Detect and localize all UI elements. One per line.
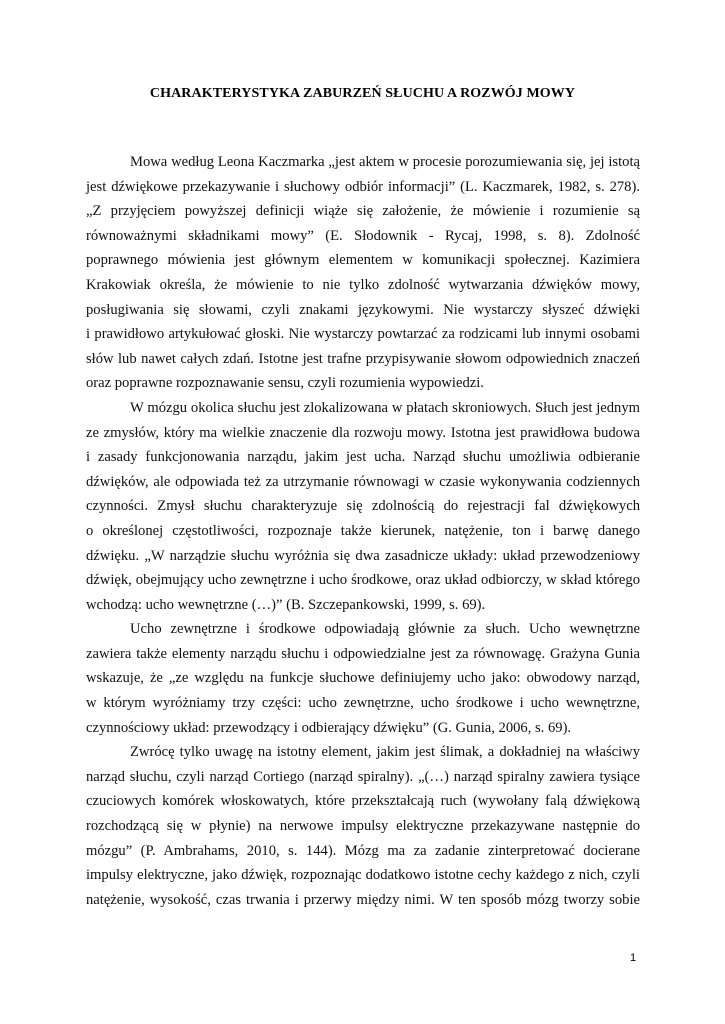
text-line: w którym wyróżniamy trzy części: ucho zewnętrzne, ucho środkowe i ucho wewnętrzne, xyxy=(86,695,640,712)
text-line: czynnościowy układ: przewodzący i odbierający dźwięku” (G. Gunia, 2006, s. 69). xyxy=(86,719,572,736)
text-line: Ucho zewnętrzne i środkowe odpowiadają głównie za słuch. Ucho wewnętrzne xyxy=(130,621,640,638)
text-line: impulsy elektryczne, jako dźwięk, rozpoznając dodatkowo istotne cechy każdego z nich, czyli xyxy=(86,867,640,884)
text-line: o określonej częstotliwości, rozpoznaje także kierunek, natężenie, ton i barwę danego xyxy=(86,522,640,539)
paragraph xyxy=(86,150,640,396)
text-line: wskazuje, że „ze względu na funkcje słuchowe definiujemy ucho jako: obwodowy narząd, xyxy=(86,670,640,687)
text-line: dźwięku. „W narządzie słuchu wyróżnia się dwa zasadnicze układy: układ przewodzeniowy xyxy=(86,547,640,564)
paragraph xyxy=(86,396,640,617)
text-line: Zwrócę tylko uwagę na istotny element, jakim jest ślimak, a dokładniej na właściwy xyxy=(130,744,640,761)
text-line: dźwięk, obejmujący ucho zewnętrzne i ucho środkowe, oraz układ odbiorczy, w skład którego xyxy=(86,572,640,589)
text-line: jest dźwiękowe przekazywanie i słuchowy odbiór informacji” (L. Kaczmarek, 1982, s. 278). xyxy=(86,178,640,195)
text-line: czynności. Zmysł słuchu charakteryzuje się zdolnością do rejestracji fal dźwiękowych xyxy=(86,498,640,515)
text-line: słów lub nawet całych zdań. Istotne jest trafne przypisywanie słowom odpowiednich znaczeń xyxy=(86,350,640,367)
text-line: poprawnego mówienia jest głównym elementem w komunikacji społecznej. Kazimiera xyxy=(86,252,640,269)
text-line: rozchodzącą się w płynie) na nerwowe impulsy elektryczne przekazywane następnie do xyxy=(86,818,640,835)
text-line: oraz poprawne rozpoznawanie sensu, czyli rozumienia wypowiedzi. xyxy=(86,375,484,392)
text-line: dźwięków, ale odpowiada też za utrzymanie równowagi w czasie wykonywania codziennych xyxy=(86,473,640,490)
text-line: natężenie, wysokość, czas trwania i przerwy między nimi. W ten sposób mózg tworzy sobie xyxy=(86,891,640,908)
text-line: Mowa według Leona Kaczmarka „jest aktem w procesie porozumiewania się, jej istotą xyxy=(130,154,640,170)
text-line: i zasady funkcjonowania narządu, jakim jest ucha. Narząd słuchu umożliwia odbieranie xyxy=(86,449,640,466)
document-title: CHARAKTERYSTYKA ZABURZEŃ SŁUCHU A ROZWÓJ MOWY xyxy=(149,86,576,101)
text-line: zawiera także elementy narządu słuchu i odpowiedzialne jest za równowagę. Grażyna Gunia xyxy=(86,645,640,662)
paragraph xyxy=(86,740,640,912)
text-line: posługiwania się słowami, czyli znakami językowymi. Nie wystarczy słyszeć dźwięki xyxy=(86,301,640,318)
text-line: ze zmysłów, który ma wielkie znaczenie dla rozwoju mowy. Istotna jest prawidłowa budowa xyxy=(86,424,640,441)
text-line: „Z przyjęciem powyższej definicji wiąże się założenie, że mówienie i rozumienie są xyxy=(86,203,640,220)
text-line: W mózgu okolica słuchu jest zlokalizowana w płatach skroniowych. Słuch jest jednym xyxy=(130,399,640,416)
text-line: mózgu” (P. Ambrahams, 2010, s. 144). Mózg ma za zadanie zinterpretować docierane xyxy=(86,842,640,859)
document-body xyxy=(86,150,640,912)
text-line: i prawidłowo artykułować głoski. Nie wystarczy powtarzać za rodzicami lub innymi osobami xyxy=(86,326,640,343)
page-number: 1 xyxy=(630,952,637,964)
text-line: Krakowiak określa, że mówienie to nie tylko zdolność wytwarzania dźwięków mowy, xyxy=(86,276,640,293)
paragraph xyxy=(86,617,640,740)
text-line: wchodzą: ucho wewnętrzne (…)” (B. Szczepankowski, 1999, s. 69). xyxy=(86,596,486,613)
text-line: narząd słuchu, czyli narząd Cortiego (narząd spiralny). „(…) narząd spiralny zawiera tysiące xyxy=(86,768,640,785)
text-line: równoważnymi składnikami mowy” (E. Słodownik - Rycaj, 1998, s. 8). Zdolność xyxy=(86,227,640,244)
text-line: czuciowych komórek włoskowatych, które przekształcają ruch (wywołany falą dźwiękową xyxy=(86,793,640,810)
